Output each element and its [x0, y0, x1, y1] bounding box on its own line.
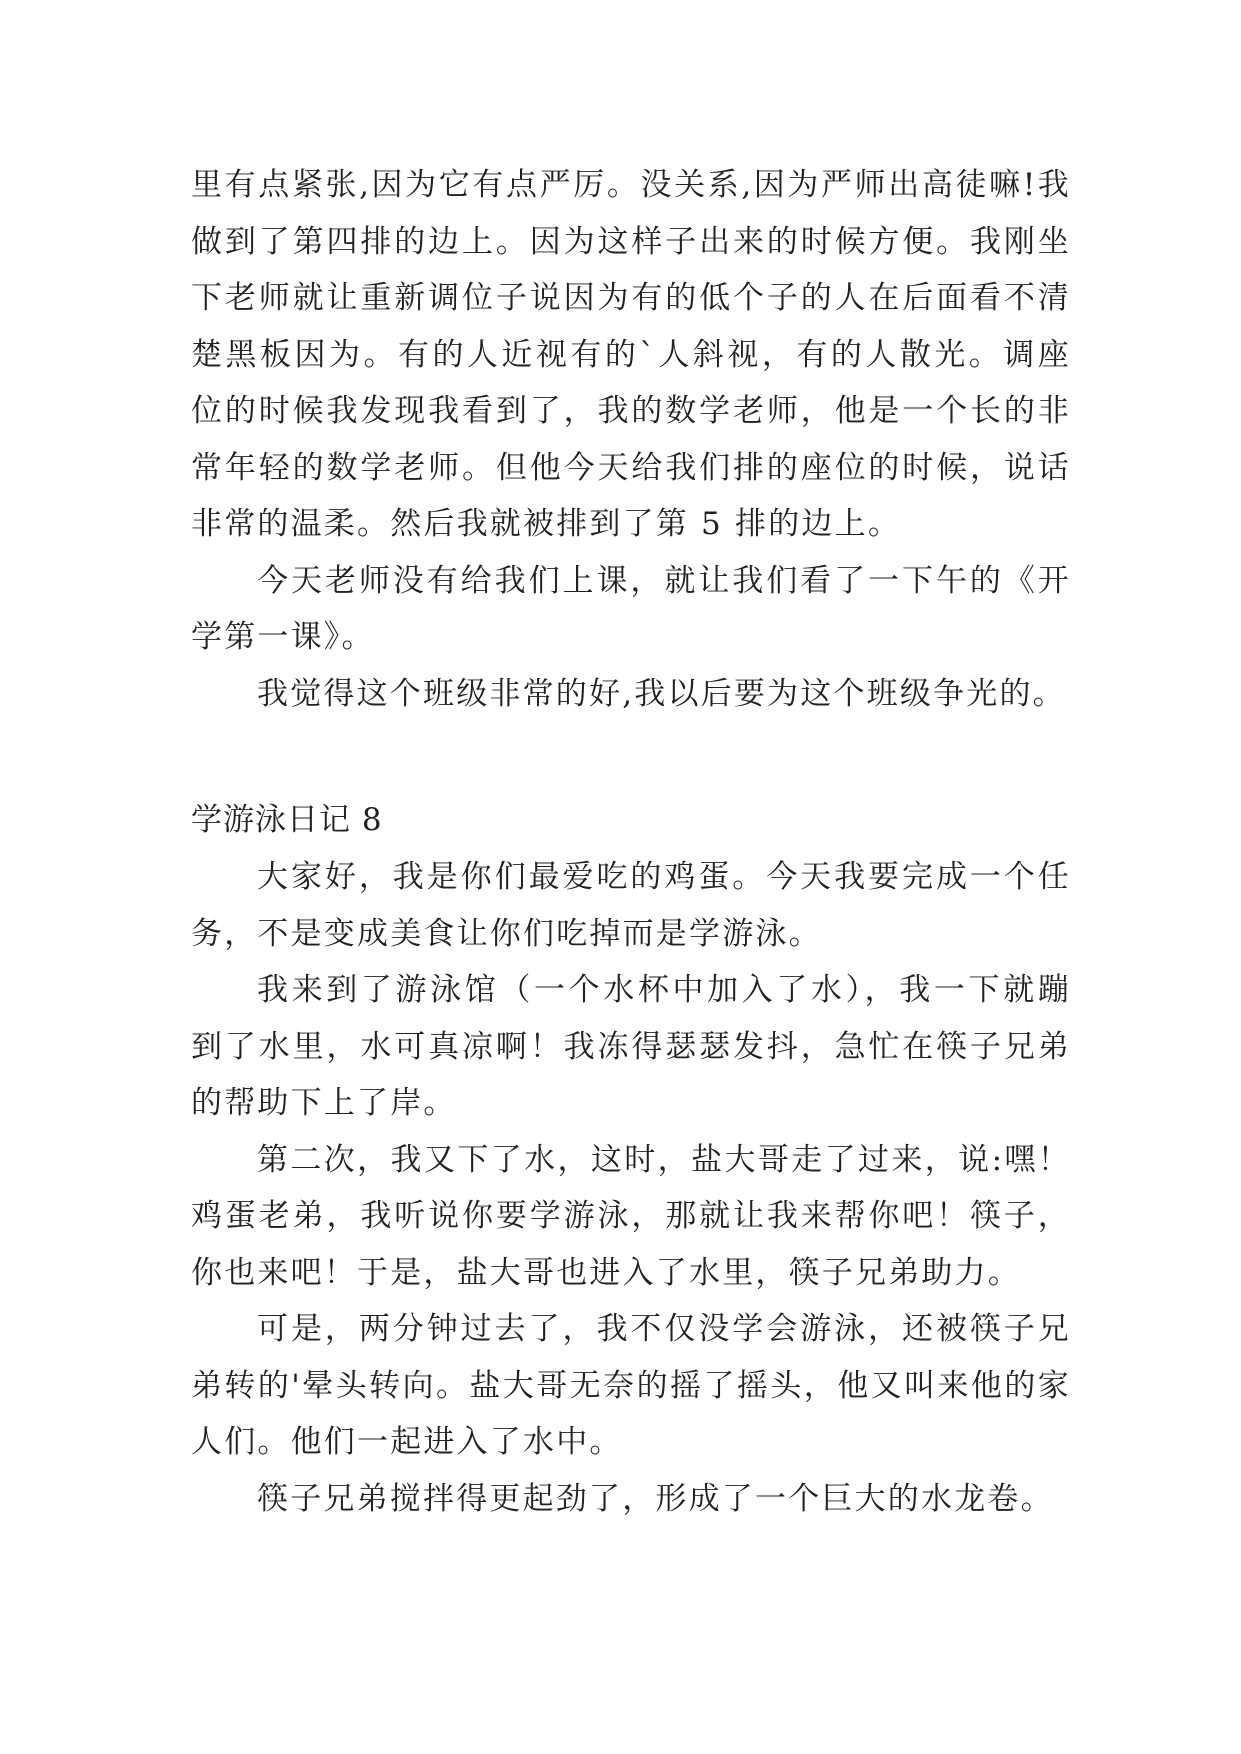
- paragraph: 大家好，我是你们最爱吃的鸡蛋。今天我要完成一个任务，不是变成美食让你们吃掉而是学游泳。: [191, 859, 1071, 952]
- paragraph: 第二次，我又下了水，这时，盐大哥走了过来，说:嘿！鸡蛋老弟，我听说你要学游泳，那就让我来帮你吧！筷子，你也来吧！于是，盐大哥也进入了水里，筷子兄弟助力。: [191, 1141, 1071, 1291]
- paragraph: 里有点紧张,因为它有点严厉。没关系,因为严师出高徒嘛!我做到了第四排的边上。因为这样子出来的时候方便。我刚坐下老师就让重新调位子说因为有的低个子的人在后面看不清楚黑板因为。有的人近视有的`人斜视，有的人散光。调座位的时候我发现我看到了，我的数学老师，他是一个长的非常年轻的数学老师。但他今天给我们排的座位的时候，说话非常的温柔。然后我就被排到了第 5 排的边上。: [191, 167, 1071, 542]
- paragraph: 我觉得这个班级非常的好,我以后要为这个班级争光的。: [257, 675, 1066, 712]
- diary-8-body: [191, 849, 1071, 1527]
- paragraph: 我来到了游泳馆（一个水杯中加入了水），我一下就蹦到了水里，水可真凉啊！我冻得瑟瑟发抖，急忙在筷子兄弟的帮助下上了岸。: [191, 972, 1071, 1121]
- section-title: 学游泳日记 8: [191, 802, 383, 838]
- paragraph: 筷子兄弟搅拌得更起劲了，形成了一个巨大的水龙卷。: [257, 1480, 1054, 1517]
- paragraph: 可是，两分钟过去了，我不仅没学会游泳，还被筷子兄弟转的'晕头转向。盐大哥无奈的摇了摇头，他又叫来他的家人们。他们一起进入了水中。: [191, 1311, 1071, 1460]
- diary-7-continuation: [191, 157, 1071, 722]
- paragraph: 今天老师没有给我们上课，就让我们看了一下午的《开学第一课》。: [191, 562, 1071, 655]
